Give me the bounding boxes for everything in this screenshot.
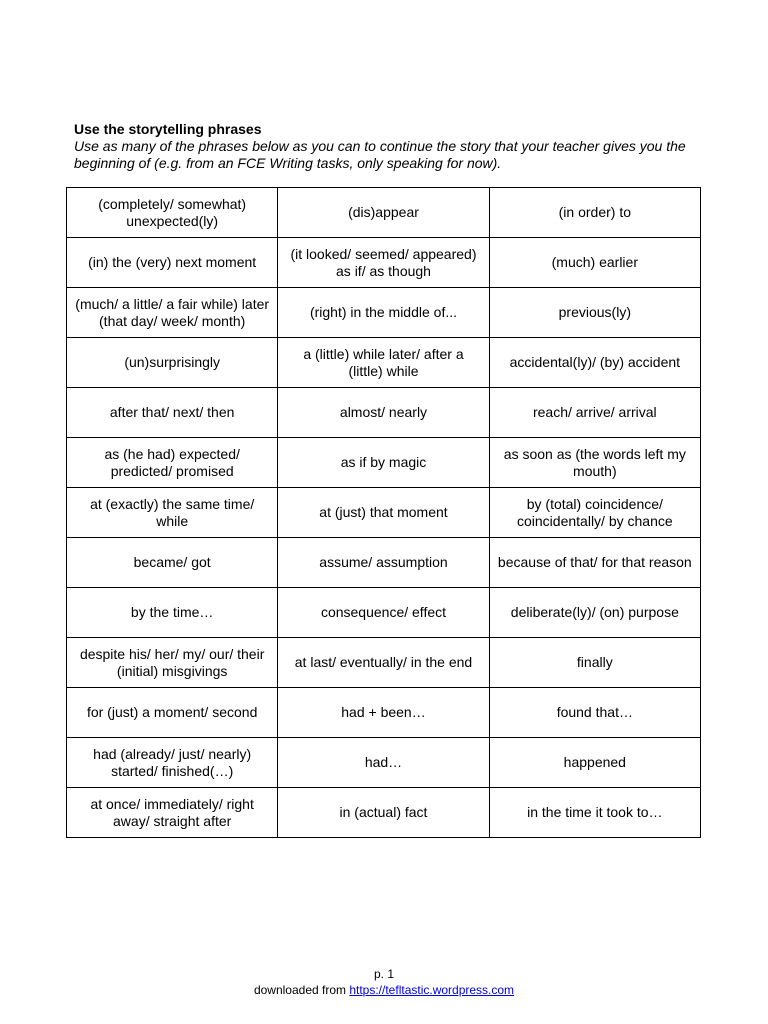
table-row bbox=[67, 788, 701, 838]
phrase-cell: previous(ly) bbox=[489, 288, 700, 338]
phrase-cell: (it looked/ seemed/ appeared) as if/ as though bbox=[278, 238, 489, 288]
phrase-cell: became/ got bbox=[67, 538, 278, 588]
phrase-cell: happened bbox=[489, 738, 700, 788]
table-row bbox=[67, 338, 701, 388]
table-row bbox=[67, 738, 701, 788]
instructions-text: Use as many of the phrases below as you can to continue the story that your teacher gives you the beginning of (e.g. from an FCE Writing tasks, only speaking for now). bbox=[74, 138, 686, 171]
table-row bbox=[67, 438, 701, 488]
table-row bbox=[67, 488, 701, 538]
phrase-cell: found that… bbox=[489, 688, 700, 738]
download-credit bbox=[0, 982, 768, 998]
table-row bbox=[67, 588, 701, 638]
phrase-cell: (right) in the middle of... bbox=[278, 288, 489, 338]
phrase-cell: consequence/ effect bbox=[278, 588, 489, 638]
phrase-cell: despite his/ her/ my/ our/ their (initial) misgivings bbox=[67, 638, 278, 688]
phrase-cell: as if by magic bbox=[278, 438, 489, 488]
phrase-cell: in the time it took to… bbox=[489, 788, 700, 838]
page-title: Use the storytelling phrases bbox=[74, 121, 262, 137]
phrase-cell: after that/ next/ then bbox=[67, 388, 278, 438]
phrases-table bbox=[66, 187, 701, 838]
table-row bbox=[67, 638, 701, 688]
phrase-cell: had + been… bbox=[278, 688, 489, 738]
page-footer bbox=[0, 966, 768, 998]
phrase-cell: (much) earlier bbox=[489, 238, 700, 288]
phrase-cell: (in order) to bbox=[489, 188, 700, 238]
phrase-cell: (much/ a little/ a fair while) later (that day/ week/ month) bbox=[67, 288, 278, 338]
phrase-cell: as soon as (the words left my mouth) bbox=[489, 438, 700, 488]
source-link[interactable]: https://tefltastic.wordpress.com bbox=[349, 983, 515, 997]
phrase-cell: because of that/ for that reason bbox=[489, 538, 700, 588]
phrase-cell: accidental(ly)/ (by) accident bbox=[489, 338, 700, 388]
table-row bbox=[67, 688, 701, 738]
table-row bbox=[67, 238, 701, 288]
phrase-cell: by (total) coincidence/ coincidentally/ by chance bbox=[489, 488, 700, 538]
table-row bbox=[67, 188, 701, 238]
table-row bbox=[67, 538, 701, 588]
phrase-cell: almost/ nearly bbox=[278, 388, 489, 438]
phrase-cell: assume/ assumption bbox=[278, 538, 489, 588]
phrase-cell: for (just) a moment/ second bbox=[67, 688, 278, 738]
table-row bbox=[67, 288, 701, 338]
phrase-cell: (completely/ somewhat) unexpected(ly) bbox=[67, 188, 278, 238]
phrase-cell: reach/ arrive/ arrival bbox=[489, 388, 700, 438]
header bbox=[74, 121, 714, 172]
phrase-cell: at last/ eventually/ in the end bbox=[278, 638, 489, 688]
phrase-cell: by the time… bbox=[67, 588, 278, 638]
phrase-cell: at (exactly) the same time/ while bbox=[67, 488, 278, 538]
phrase-cell: at (just) that moment bbox=[278, 488, 489, 538]
download-prefix: downloaded from bbox=[253, 983, 350, 997]
phrase-cell: at once/ immediately/ right away/ straight after bbox=[67, 788, 278, 838]
phrase-cell: (un)surprisingly bbox=[67, 338, 278, 388]
phrase-cell: finally bbox=[489, 638, 700, 688]
phrase-cell: (in) the (very) next moment bbox=[67, 238, 278, 288]
page-number: p. 1 bbox=[373, 967, 394, 981]
phrase-cell: in (actual) fact bbox=[278, 788, 489, 838]
phrase-cell: deliberate(ly)/ (on) purpose bbox=[489, 588, 700, 638]
phrase-cell: (dis)appear bbox=[278, 188, 489, 238]
phrase-cell: a (little) while later/ after a (little) while bbox=[278, 338, 489, 388]
phrase-cell: had… bbox=[278, 738, 489, 788]
phrase-cell: as (he had) expected/ predicted/ promised bbox=[67, 438, 278, 488]
phrases-table-body bbox=[67, 188, 701, 838]
phrase-cell: had (already/ just/ nearly) started/ finished(…) bbox=[67, 738, 278, 788]
table-row bbox=[67, 388, 701, 438]
